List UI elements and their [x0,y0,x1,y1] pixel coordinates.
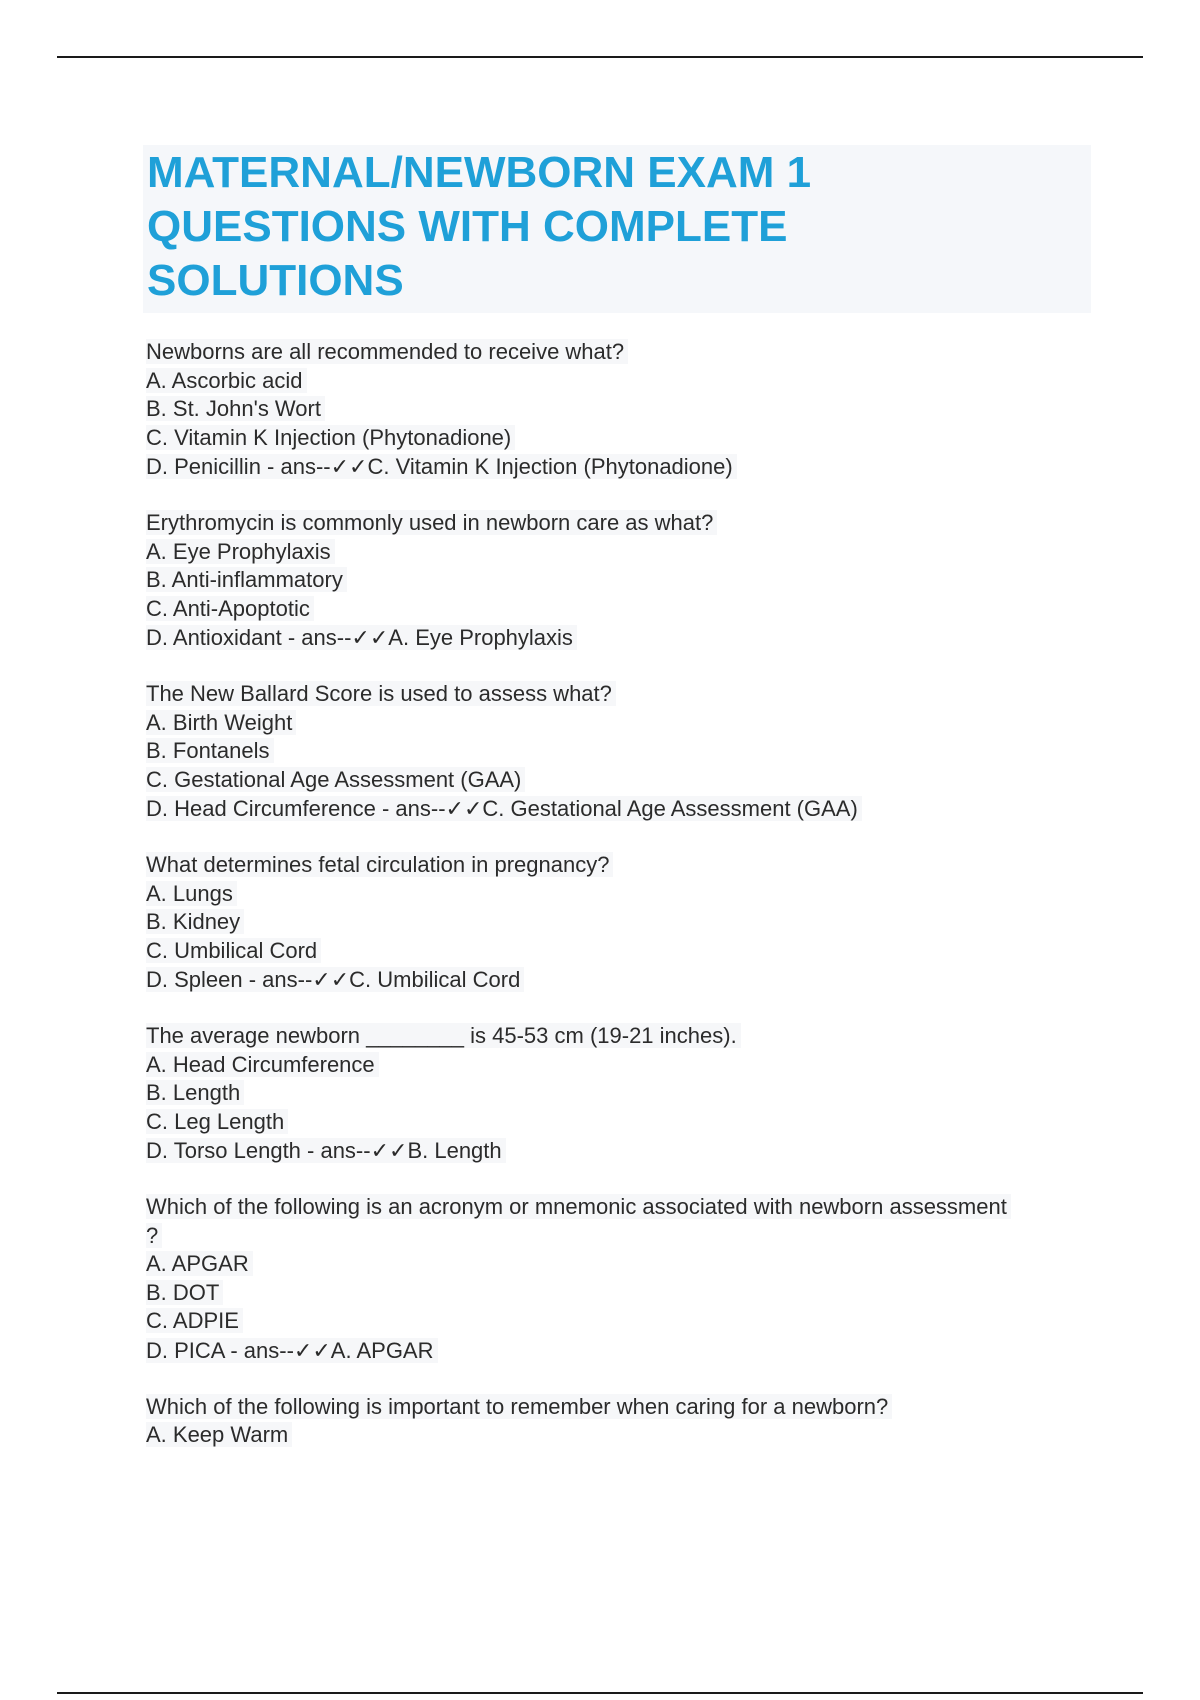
question-block [146,1022,1106,1166]
option-c: C. Gestational Age Assessment (GAA) [146,766,1106,795]
option-d-with-answer: D. Penicillin - ans--✓✓C. Vitamin K Injection (Phytonadione) [146,452,1106,482]
question-block [146,680,1106,824]
question-block [146,338,1106,482]
title-line-1: MATERNAL/NEWBORN EXAM 1 [147,148,812,197]
option-b: B. Fontanels [146,737,1106,766]
option-b: B. Kidney [146,908,1106,937]
option-d-with-answer: D. Spleen - ans--✓✓C. Umbilical Cord [146,965,1106,995]
option-a: A. Lungs [146,880,1106,909]
option-a: A. APGAR [146,1250,1106,1279]
question-text: What determines fetal circulation in pregnancy? [146,851,1106,880]
option-a: A. Birth Weight [146,709,1106,738]
document-title [147,146,1047,308]
question-text: The New Ballard Score is used to assess what? [146,680,1106,709]
option-b: B. Anti-inflammatory [146,566,1106,595]
option-c: C. ADPIE [146,1307,1106,1336]
question-list [146,338,1106,1477]
question-text: Newborns are all recommended to receive what? [146,338,1106,367]
option-c: C. Anti-Apoptotic [146,595,1106,624]
bottom-rule [57,1692,1143,1694]
option-c: C. Vitamin K Injection (Phytonadione) [146,424,1106,453]
option-a: A. Keep Warm [146,1421,1106,1450]
option-d-with-answer: D. Head Circumference - ans--✓✓C. Gestational Age Assessment (GAA) [146,794,1106,824]
option-b: B. Length [146,1079,1106,1108]
option-d-with-answer: D. Antioxidant - ans--✓✓A. Eye Prophylaxis [146,623,1106,653]
top-rule [57,56,1143,58]
question-text: The average newborn ________ is 45-53 cm (19-21 inches). [146,1022,1106,1051]
option-b: B. St. John's Wort [146,395,1106,424]
option-b: B. DOT [146,1279,1106,1308]
question-text: Erythromycin is commonly used in newborn care as what? [146,509,1106,538]
question-block [146,1193,1106,1366]
question-block [146,509,1106,653]
question-text-continued: ? [146,1222,1106,1251]
option-a: A. Head Circumference [146,1051,1106,1080]
option-a: A. Ascorbic acid [146,367,1106,396]
title-line-3: SOLUTIONS [147,256,404,305]
option-a: A. Eye Prophylaxis [146,538,1106,567]
option-d-with-answer: D. PICA - ans--✓✓A. APGAR [146,1336,1106,1366]
title-line-2: QUESTIONS WITH COMPLETE [147,202,788,251]
question-text: Which of the following is important to remember when caring for a newborn? [146,1393,1106,1422]
question-text: Which of the following is an acronym or mnemonic associated with newborn assessment [146,1193,1106,1222]
question-block [146,851,1106,995]
option-c: C. Leg Length [146,1108,1106,1137]
question-block [146,1393,1106,1450]
option-d-with-answer: D. Torso Length - ans--✓✓B. Length [146,1136,1106,1166]
option-c: C. Umbilical Cord [146,937,1106,966]
